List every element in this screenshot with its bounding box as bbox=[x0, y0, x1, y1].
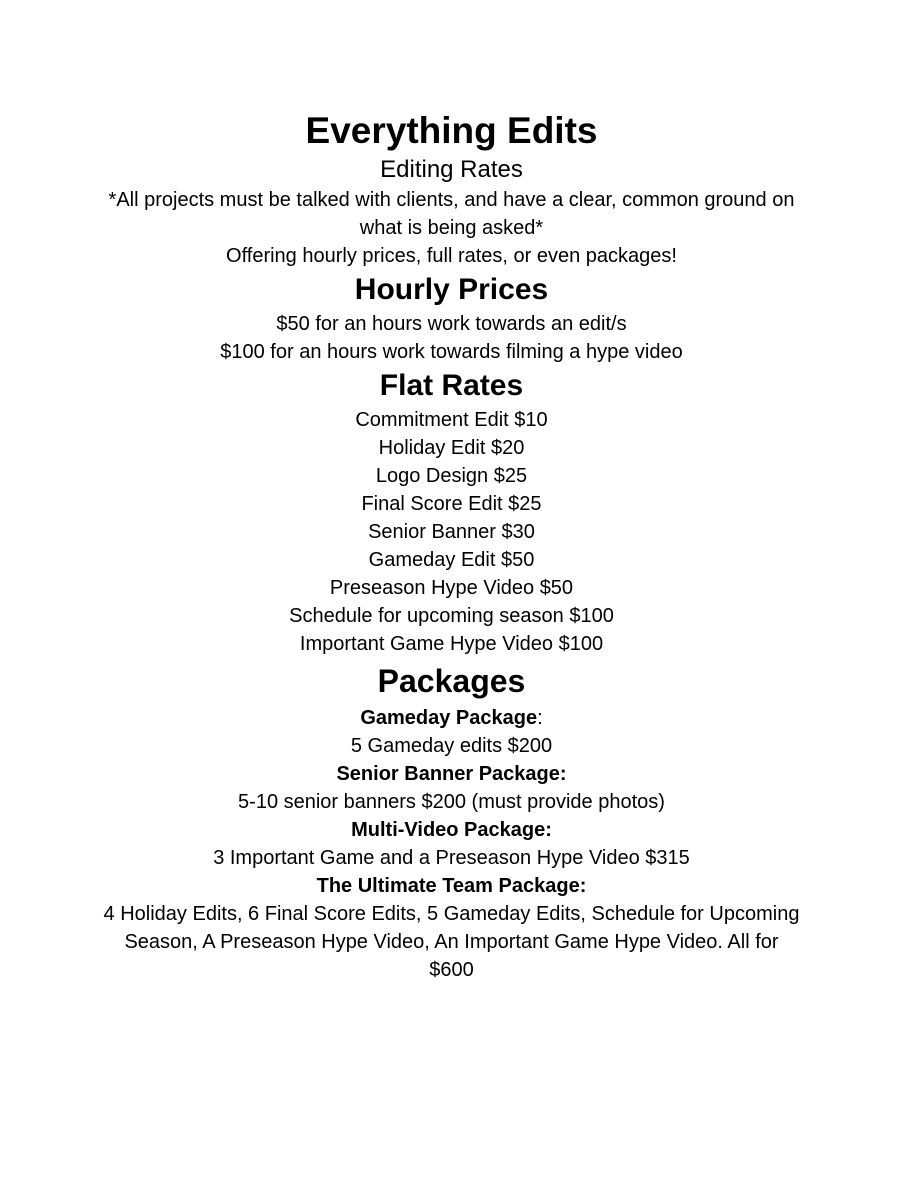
flat-rate-item: Final Score Edit $25 bbox=[361, 493, 542, 515]
package-name: Senior Banner Package: bbox=[336, 763, 567, 785]
package-name-text: Gameday Package bbox=[360, 707, 538, 729]
flat-rate-item: Holiday Edit $20 bbox=[378, 437, 525, 459]
flat-rate-item: Important Game Hype Video $100 bbox=[299, 633, 604, 655]
package-description: 4 Holiday Edits, 6 Final Score Edits, 5 Gameday Edits, Schedule for Upcoming Season, A Preseason Hype Video, An Important Game Hype Video. All for $600 bbox=[103, 903, 800, 981]
hourly-item: $50 for an hours work towards an edit/s bbox=[276, 313, 627, 335]
flat-rate-item: Preseason Hype Video $50 bbox=[329, 577, 574, 599]
hourly-item: $100 for an hours work towards filming a hype video bbox=[220, 341, 683, 363]
package-description: 5-10 senior banners $200 (must provide photos) bbox=[238, 791, 665, 813]
flat-rates-heading: Flat Rates bbox=[379, 369, 524, 402]
package-description: 5 Gameday edits $200 bbox=[350, 735, 553, 757]
package-name: The Ultimate Team Package: bbox=[316, 875, 587, 897]
document-subtitle: Editing Rates bbox=[380, 156, 523, 183]
flat-rate-item: Commitment Edit $10 bbox=[355, 409, 548, 431]
flat-rate-item: Gameday Edit $50 bbox=[368, 549, 535, 571]
package-name bbox=[0, 704, 903, 732]
packages-heading: Packages bbox=[377, 663, 526, 699]
package-name: Multi-Video Package: bbox=[351, 819, 552, 841]
offer-line: Offering hourly prices, full rates, or even packages! bbox=[226, 245, 677, 267]
package-name-suffix: : bbox=[537, 707, 543, 729]
flat-rate-item: Senior Banner $30 bbox=[368, 521, 535, 543]
package-description: 3 Important Game and a Preseason Hype Video $315 bbox=[213, 847, 690, 869]
projects-note: *All projects must be talked with clients, and have a clear, common ground on what is being asked* bbox=[108, 189, 795, 239]
flat-rate-item: Schedule for upcoming season $100 bbox=[289, 605, 614, 627]
document-title: Everything Edits bbox=[305, 110, 598, 151]
hourly-prices-heading: Hourly Prices bbox=[354, 273, 549, 306]
flat-rate-item: Logo Design $25 bbox=[375, 465, 528, 487]
